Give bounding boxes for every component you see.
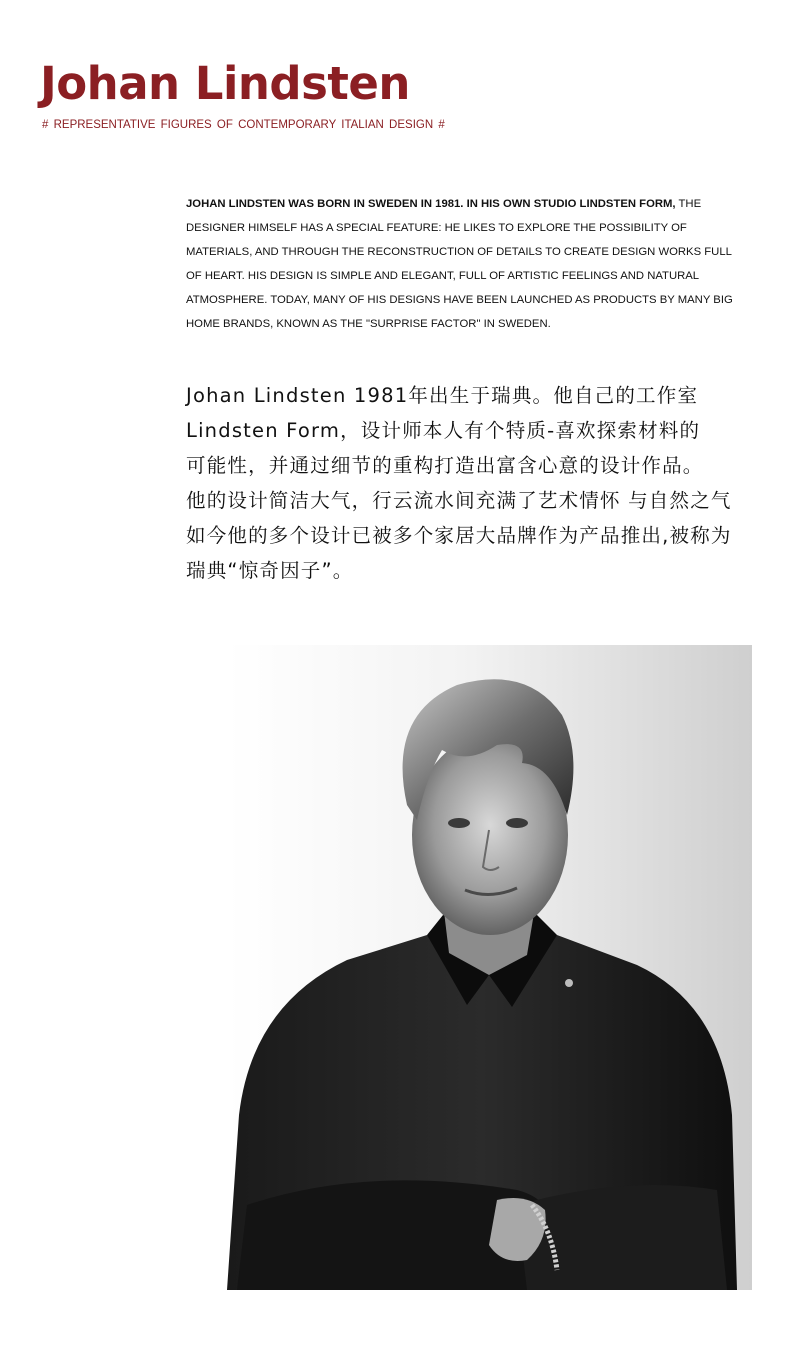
english-bio-line: OF HEART. HIS DESIGN IS SIMPLE AND ELEGANT, FULL OF ARTISTIC FEELINGS AND NATURAL <box>186 270 700 282</box>
english-bio-line: DESIGNER HIMSELF HAS A SPECIAL FEATURE: HE LIKES TO EXPLORE THE POSSIBILITY OF <box>186 222 687 234</box>
english-bio-line: MATERIALS, AND THROUGH THE RECONSTRUCTION OF DETAILS TO CREATE DESIGN WORKS FULL <box>186 246 732 258</box>
chinese-bio-line: 可能性，并通过细节的重构打造出富含心意的设计作品。 <box>186 454 704 477</box>
english-bio-lead-tail: THE <box>675 198 702 210</box>
designer-portrait <box>227 645 752 1290</box>
english-bio-line: ATMOSPHERE. TODAY, MANY OF HIS DESIGNS HAVE BEEN LAUNCHED AS PRODUCTS BY MANY BIG <box>186 294 733 306</box>
chinese-biography <box>186 378 766 588</box>
page-title: Johan Lindsten <box>40 57 410 110</box>
chinese-bio-line: 瑞典“惊奇因子”。 <box>186 559 354 582</box>
chinese-bio-line: 他的设计简洁大气，行云流水间充满了艺术情怀 与自然之气 <box>186 489 732 512</box>
chinese-bio-line: 如今他的多个设计已被多个家居大品牌作为产品推出,被称为 <box>186 524 732 547</box>
page-subtitle: # REPRESENTATIVE FIGURES OF CONTEMPORARY ITALIAN DESIGN # <box>42 119 445 131</box>
portrait-photo-icon <box>227 645 752 1290</box>
english-biography <box>186 192 746 336</box>
chinese-bio-line: Lindsten Form，设计师本人有个特质-喜欢探索材料的 <box>186 419 701 442</box>
english-bio-lead: JOHAN LINDSTEN WAS BORN IN SWEDEN IN 1981. IN HIS OWN STUDIO LINDSTEN FORM, <box>186 198 676 210</box>
english-bio-line: HOME BRANDS, KNOWN AS THE "SURPRISE FACTOR" IN SWEDEN. <box>186 318 551 330</box>
english-bio-line <box>186 192 746 216</box>
chinese-bio-line: Johan Lindsten 1981年出生于瑞典。他自己的工作室 <box>186 384 699 407</box>
